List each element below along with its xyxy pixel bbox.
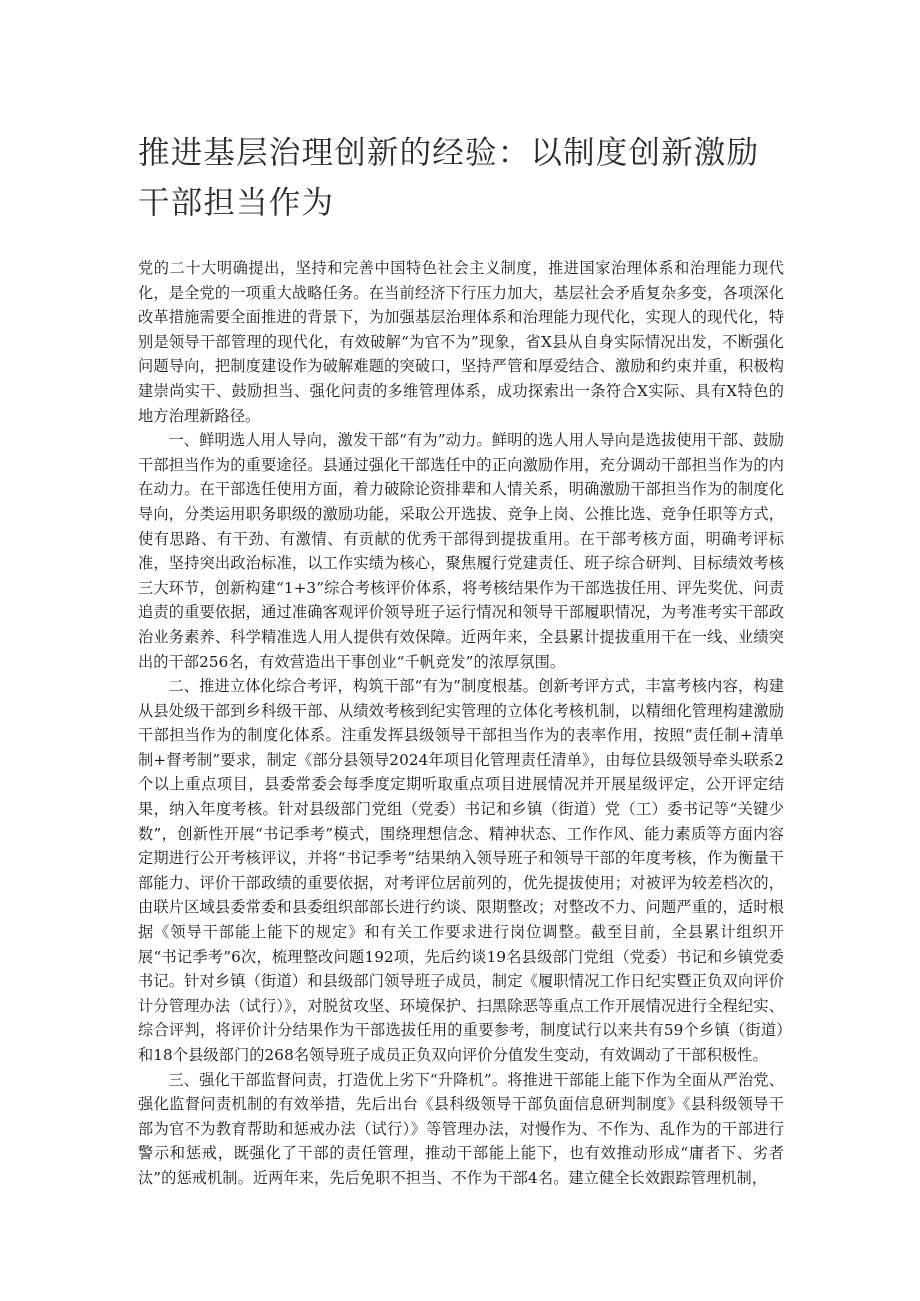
section-3-paragraph: 三、强化干部监督问责，打造优上劣下“升降机”。将推进干部能上能下作为全面从严治党、强化监督问责机制的有效举措，先后出台《县科级领导干部负面信息研判制度》《县科级领导干部为官不为教育帮助和惩戒办法（试行）》等管理办法，对慢作为、不作为、乱作为的干部进行警示和惩戒，既强化了干部的责任管理，推动干部能上能下，也有效推动形成“庸者下、劣者汰”的惩戒机制。近两年来，先后免职不担当、不作为干部4名。建立健全长效跟踪管理机制， [138,1070,784,1187]
section-2-paragraph: 二、推进立体化综合考评，构筑干部“有为”制度根基。创新考评方式，丰富考核内容，构建从县处级干部到乡科级干部、从绩效考核到纪实管理的立体化考核机制，以精细化管理构建激励干部担当作为的制度化体系。注重发挥县级领导干部担当作为的表率作用，按照“责任制+清单制+督考制”要求，制定《部分县领导2024年项目化管理责任清单》，由每位县级领导牵头联系2个以上重点项目，县委常委会每季度定期听取重点项目进展情况并开展星级评定，公开评定结果，纳入年度考核。针对县级部门党组（党委）书记和乡镇（街道）党（工）委书记等“关键少数”，创新性开展“书记季考”模式，围绕理想信念、精神状态、工作作风、能力素质等方面内容定期进行公开考核评议，并将“书记季考”结果纳入领导班子和领导干部的年度考核，作为衡量干部能力、评价干部政绩的重要依据，对考评位居前列的，优先提拔使用；对被评为较差档次的，由联片区域县委常委和县委组织部部长进行约谈、限期整改；对整改不力、问题严重的，适时根据《领导干部能上能下的规定》和有关工作要求进行岗位调整。截至目前，全县累计组织开展“书记季考”6次，梳理整改问题192项，先后约谈19名县级部门党组（党委）书记和乡镇党委书记。针对乡镇（街道）和县级部门领导班子成员，制定《履职情况工作日纪实暨正负双向评价计分管理办法（试行）》，对脱贫攻坚、环境保护、扫黑除恶等重点工作开展情况进行全程纪实、综合评判，将评价计分结果作为干部选拔任用的重要参考，制度试行以来共有59个乡镇（街道）和18个县级部门的268名领导班子成员正负双向评价分值发生变动，有效调动了干部积极性。 [138,677,784,1064]
section-1-paragraph: 一、鲜明选人用人导向，激发干部“有为”动力。鲜明的选人用人导向是选拔使用干部、鼓励干部担当作为的重要途径。县通过强化干部选任中的正向激励作用，充分调动干部担当作为的内在动力。在干部选任使用方面，着力破除论资排辈和人情关系，明确激励干部担当作为的制度化导向，分类运用职务职级的激励功能，采取公开选拔、竞争上岗、公推比选、竞争任职等方式，使有思路、有干劲、有激情、有贡献的优秀干部得到提拔重用。在干部考核方面，明确考评标准，坚持突出政治标准，以工作实绩为核心，聚焦履行党建责任、班子综合研判、目标绩效考核三大环节，创新构建“1+3”综合考核评价体系，将考核结果作为干部选拔任用、评先奖优、问责追责的重要依据，通过准确客观评价领导班子运行情况和领导干部履职情况，为考准考实干部政治业务素养、科学精准选人用人提供有效保障。近两年来，全县累计提拔重用干在一线、业绩突出的干部256名，有效营造出干事创业“千帆竞发”的浓厚氛围。 [138,431,784,671]
document-page [138,128,784,1191]
intro-paragraph: 党的二十大明确提出，坚持和完善中国特色社会主义制度，推进国家治理体系和治理能力现代化，是全党的一项重大战略任务。在当前经济下行压力加大，基层社会矛盾复杂多变，各项深化改革措施需要全面推进的背景下，为加强基层治理体系和治理能力现代化，实现人的现代化，特别是领导干部管理的现代化，有效破解“为官不为”现象，省X县从自身实际情况出发，不断强化问题导向，把制度建设作为破解难题的突破口，坚持严管和厚爱结合、激励和约束并重，积极构建崇尚实干、鼓励担当、强化问责的多维管理体系，成功探索出一条符合X实际、具有X特色的地方治理新路径。 [138,259,784,425]
document-title: 推进基层治理创新的经验：以制度创新激励干部担当作为 [138,135,760,221]
